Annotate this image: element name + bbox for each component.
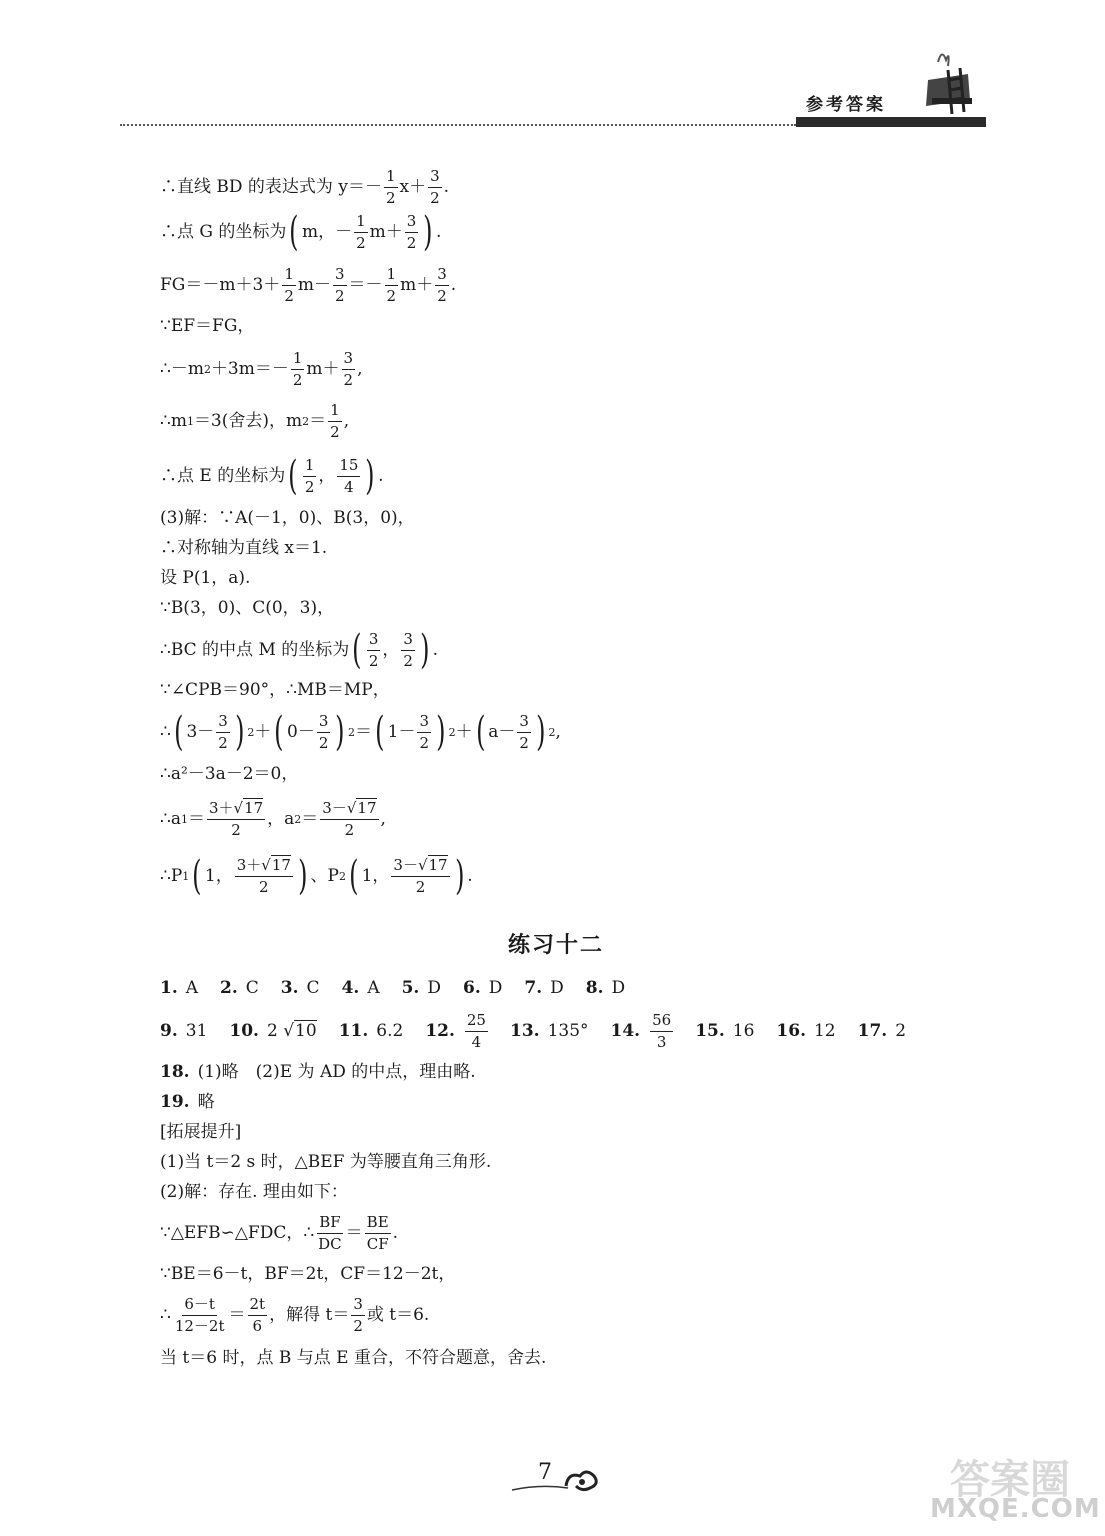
numerator: BF [317,1214,342,1234]
text: m＋ [306,358,340,379]
text: ，a [267,808,295,829]
left-paren: ( [352,627,362,673]
right-paren: ) [420,627,430,673]
watermark-logo-text: 答案圈 [950,1457,1070,1503]
answer-value: C [306,978,320,998]
text: , [380,808,386,829]
solution-line [160,266,456,304]
fraction [650,1012,673,1050]
denominator: 3 [656,1032,667,1051]
numerator: 3 [401,631,415,651]
numerator: 1 [282,266,296,286]
fraction [428,168,442,206]
numerator: 56 [650,1012,673,1032]
denominator: 6 [252,1316,263,1335]
denominator: 2 [430,188,440,207]
solution-line [160,1214,398,1252]
answer-value: 16 [732,1020,755,1041]
answer-value: D [550,978,564,998]
numerator: 3 [405,213,419,233]
answer-value: (1)略 (2)E 为 AD 的中点，理由略. [197,1062,476,1082]
answer-value: 31 [185,1020,208,1041]
header-title: 参考答案 [806,95,886,115]
right-paren: ) [423,209,433,255]
solution-line: ∴a²－3a－2＝0， [160,764,299,784]
fraction [384,168,398,206]
text: ＝ [345,1222,363,1243]
fraction [328,402,342,440]
text: ∴BC 的中点 M 的坐标为 [160,639,350,660]
question-number: 14. [610,1020,641,1041]
numerator: 3－√17 [391,857,449,877]
superscript: 2 [448,725,456,739]
text: ∴a [160,808,181,829]
text: ＋ [455,721,473,742]
text: x＋ [399,176,427,197]
text: , [555,721,561,742]
answer-value: 135° [547,1020,589,1041]
solution-line: ∴对称轴为直线 x＝1. [160,538,328,558]
text: ∴P [160,865,183,886]
text: m－ [297,274,331,295]
question-number: 6. [462,978,481,998]
text: , [343,410,350,431]
watermark-url: MXQE.COM [930,1494,1101,1524]
solution-line [160,800,386,838]
superscript: 2 [247,725,255,739]
text: ∴－m [160,358,204,379]
text: 、P [310,865,339,886]
question-number: 3. [280,978,299,998]
solution-line: (2)解：存在. 理由如下： [160,1182,348,1202]
text: . [432,639,438,660]
answer-value: 2 √10 [266,1020,317,1041]
denominator: 2 [292,370,303,389]
denominator: 2 [231,820,241,839]
fraction [173,1296,227,1334]
text: ， [318,465,336,486]
fraction [235,857,293,895]
question-number: 1. [160,978,178,998]
text: . [443,176,450,197]
text: ＝ [309,410,327,431]
text: , [357,358,363,379]
solution-line [160,627,438,673]
text: m＋ [400,274,434,295]
fraction [405,213,419,251]
denominator: 2 [304,477,315,496]
question-number: 2. [220,978,238,998]
denominator: 2 [437,286,447,305]
denominator: 4 [344,477,354,496]
text: ＝ [187,808,205,829]
left-paren: ( [349,853,359,899]
text: 3－ [186,721,215,742]
fraction [316,1214,344,1252]
right-paren: ) [436,709,446,755]
solution-line: ∵BE＝6－t，BF＝2t，CF＝12－2t， [160,1264,456,1284]
radicand: 17 [271,856,291,874]
watermark-logo [930,1448,1101,1528]
fraction [317,713,331,751]
numerator: 3 [517,713,531,733]
subscript: 2 [294,812,302,826]
right-paren: ) [454,853,465,899]
text: ∴点 E 的坐标为 [160,465,286,486]
denominator: 2 [406,233,417,252]
numerator: 3 [317,713,331,733]
denominator: 2 [385,188,396,207]
solution-line [160,853,473,899]
solution-line [160,1296,429,1334]
cloud-ornament-icon [510,1462,600,1502]
text: 3－ [393,856,418,874]
text: 0－ [287,721,315,742]
question-number: 16. [776,1020,806,1041]
denominator: 12－2t [174,1316,225,1335]
denominator: 2 [344,820,355,839]
text: ＝ [355,721,373,742]
answer-value: A [185,978,199,998]
page-number: 7 [538,1460,552,1485]
solution-line [160,709,561,755]
denominator: 2 [356,233,366,252]
numerator: 3－√17 [320,800,378,820]
left-paren: ( [375,709,385,755]
text: 3－ [322,799,347,817]
fraction [282,266,296,304]
fraction [517,713,531,751]
solution-line: (3)解：∵A(－1，0)、B(3，0)， [160,508,415,528]
denominator: 2 [368,651,379,670]
question-number: 7. [524,978,543,998]
text: m，－ [302,221,353,242]
numerator: 3 [367,631,381,651]
radicand: 17 [244,799,264,817]
denominator: 2 [353,1316,363,1335]
numerator: 6－t [182,1296,217,1316]
radicand: 17 [357,799,377,817]
solution-line: (1)当 t＝2 s 时，△BEF 为等腰直角三角形. [160,1152,492,1172]
answer-value: C [245,978,259,998]
fraction [248,1296,268,1334]
text: ， [382,639,400,660]
fraction [333,266,347,304]
text: ∴直线 BD 的表达式为 y＝－ [160,176,382,197]
denominator: 2 [343,370,354,389]
text: ＋ [254,721,272,742]
question-number: 5. [401,978,420,998]
solution-line: ∵∠CPB＝90°，∴MB＝MP， [160,680,390,700]
fraction [365,1214,391,1252]
text: 3＋ [236,856,262,874]
denominator: 2 [519,733,529,752]
left-paren: ( [192,853,202,899]
denominator: 2 [415,877,426,896]
answer-value: 6.2 [376,1020,404,1041]
solution-line [160,453,384,499]
left-paren: ( [274,709,284,755]
numerator: 3 [417,713,431,733]
book-ladder-logo-icon [908,40,988,118]
right-paren: ) [365,453,375,499]
question-number: 15. [695,1020,725,1041]
question-number: 19. [160,1092,190,1112]
question-number: 13. [509,1020,540,1041]
fraction [367,631,381,669]
text: 2 [266,1020,278,1041]
text: ＝3(舍去)，m [193,410,303,431]
fraction [385,266,399,304]
denominator: CF [366,1234,389,1253]
denominator: 2 [259,877,269,896]
numerator: 1 [354,213,368,233]
solution-line: 设 P(1，a). [160,568,251,588]
denominator: 4 [471,1032,482,1051]
numerator: 3＋√17 [235,857,293,877]
text: . [435,221,442,242]
solution-line [160,168,449,206]
superscript: 2 [348,725,356,739]
left-paren: ( [173,709,184,755]
denominator: 2 [330,422,340,441]
numerator: 3 [428,168,442,188]
left-paren: ( [289,209,299,255]
solution-line [160,350,363,388]
answer-value: A [367,978,380,998]
numerator: 3 [342,350,356,370]
fraction [435,266,449,304]
numerator: 3 [435,266,449,286]
question-number: 9. [160,1020,178,1041]
text: . [392,1222,399,1243]
fraction [417,713,431,751]
fraction [401,631,415,669]
header-dotted-rule [120,124,796,126]
answer-row [160,1064,476,1081]
fraction [354,213,368,251]
answer-value: 12 [813,1020,836,1041]
fraction [303,457,317,495]
subscript: 1 [186,414,194,428]
text: 或 t＝6. [366,1304,430,1325]
solution-line [160,402,349,440]
fraction [216,713,230,751]
numerator: 1 [384,168,398,188]
question-number: 4. [341,978,360,998]
superscript: 2 [203,362,211,376]
text: 1－ [387,721,416,742]
text: ＋3m＝－ [210,358,289,379]
text: ，解得 t＝ [269,1304,350,1325]
text: . [467,865,473,886]
subscript: 2 [302,414,310,428]
denominator: 2 [419,733,429,752]
text: . [450,274,457,295]
question-number: 10. [229,1020,259,1041]
subscript: 1 [182,869,190,883]
answer-value: 2 [895,1020,907,1041]
numerator: 2t [248,1296,268,1316]
text: m＋ [369,221,403,242]
radicand: 10 [295,1020,317,1041]
fraction [207,800,265,838]
fraction [351,1296,365,1334]
header-bar [796,117,986,127]
text: ＝－ [348,274,383,295]
right-paren: ) [234,709,245,755]
text: 1， [204,865,233,886]
numerator: 25 [465,1012,488,1032]
numerator: 1 [291,350,305,370]
denominator: 2 [218,733,228,752]
numerator: 1 [303,457,317,477]
fraction [337,457,360,495]
denominator: DC [318,1234,342,1253]
denominator: 2 [334,286,345,305]
question-number: 12. [425,1020,455,1041]
text: ＝ [228,1304,246,1325]
numerator: 3 [216,713,230,733]
fraction [391,857,449,895]
numerator: 3＋√17 [207,800,265,820]
solution-line [160,209,442,255]
text: 3＋ [208,799,234,817]
right-paren: ) [298,853,308,899]
text: ∵△EFB∽△FDC，∴ [160,1222,315,1243]
numerator: 1 [385,266,399,286]
solution-line: 当 t＝6 时，点 B 与点 E 重合，不符合题意，舍去. [160,1348,547,1368]
numerator: 3 [333,266,347,286]
left-paren: ( [288,453,298,499]
subscript: 2 [338,869,346,883]
solution-line: ∵B(3，0)、C(0，3)， [160,598,335,618]
text: 1， [361,865,390,886]
fraction [320,800,378,838]
left-paren: ( [475,709,486,755]
subscript: 1 [180,812,188,826]
text: . [378,465,384,486]
denominator: 2 [284,286,294,305]
solution-line: ∵EF＝FG， [160,316,255,336]
fraction [291,350,305,388]
denominator: 2 [318,733,329,752]
denominator: 2 [386,286,397,305]
answer-value: 略 [197,1092,215,1112]
extension-label: [拓展提升] [160,1122,242,1142]
numerator: 1 [328,402,342,422]
right-paren: ) [335,709,345,755]
question-number: 18. [160,1062,190,1082]
text: ∴ [160,721,171,742]
section-title: 练习十二 [508,933,605,958]
text: ∴ [160,1304,171,1325]
question-number: 8. [585,978,604,998]
answer-value: D [427,978,441,998]
fraction [342,350,356,388]
superscript: 2 [548,725,556,739]
numerator: 15 [337,457,360,477]
right-paren: ) [536,709,546,755]
answer-row [160,1012,928,1050]
text: ＝ [301,808,319,829]
text: a－ [488,721,516,742]
answer-value: D [488,978,503,998]
numerator: 3 [351,1296,365,1316]
text: ∴点 G 的坐标为 [160,221,287,242]
answer-value: D [611,978,626,998]
question-number: 11. [338,1020,369,1041]
question-number: 17. [857,1020,888,1041]
denominator: 2 [403,651,413,670]
answer-row [160,980,647,997]
answer-row [160,1094,215,1111]
text: FG＝－m＋3＋ [160,274,281,295]
fraction [465,1012,488,1050]
numerator: BE [365,1214,391,1234]
radicand: 17 [428,856,448,874]
text: ∴m [160,410,187,431]
